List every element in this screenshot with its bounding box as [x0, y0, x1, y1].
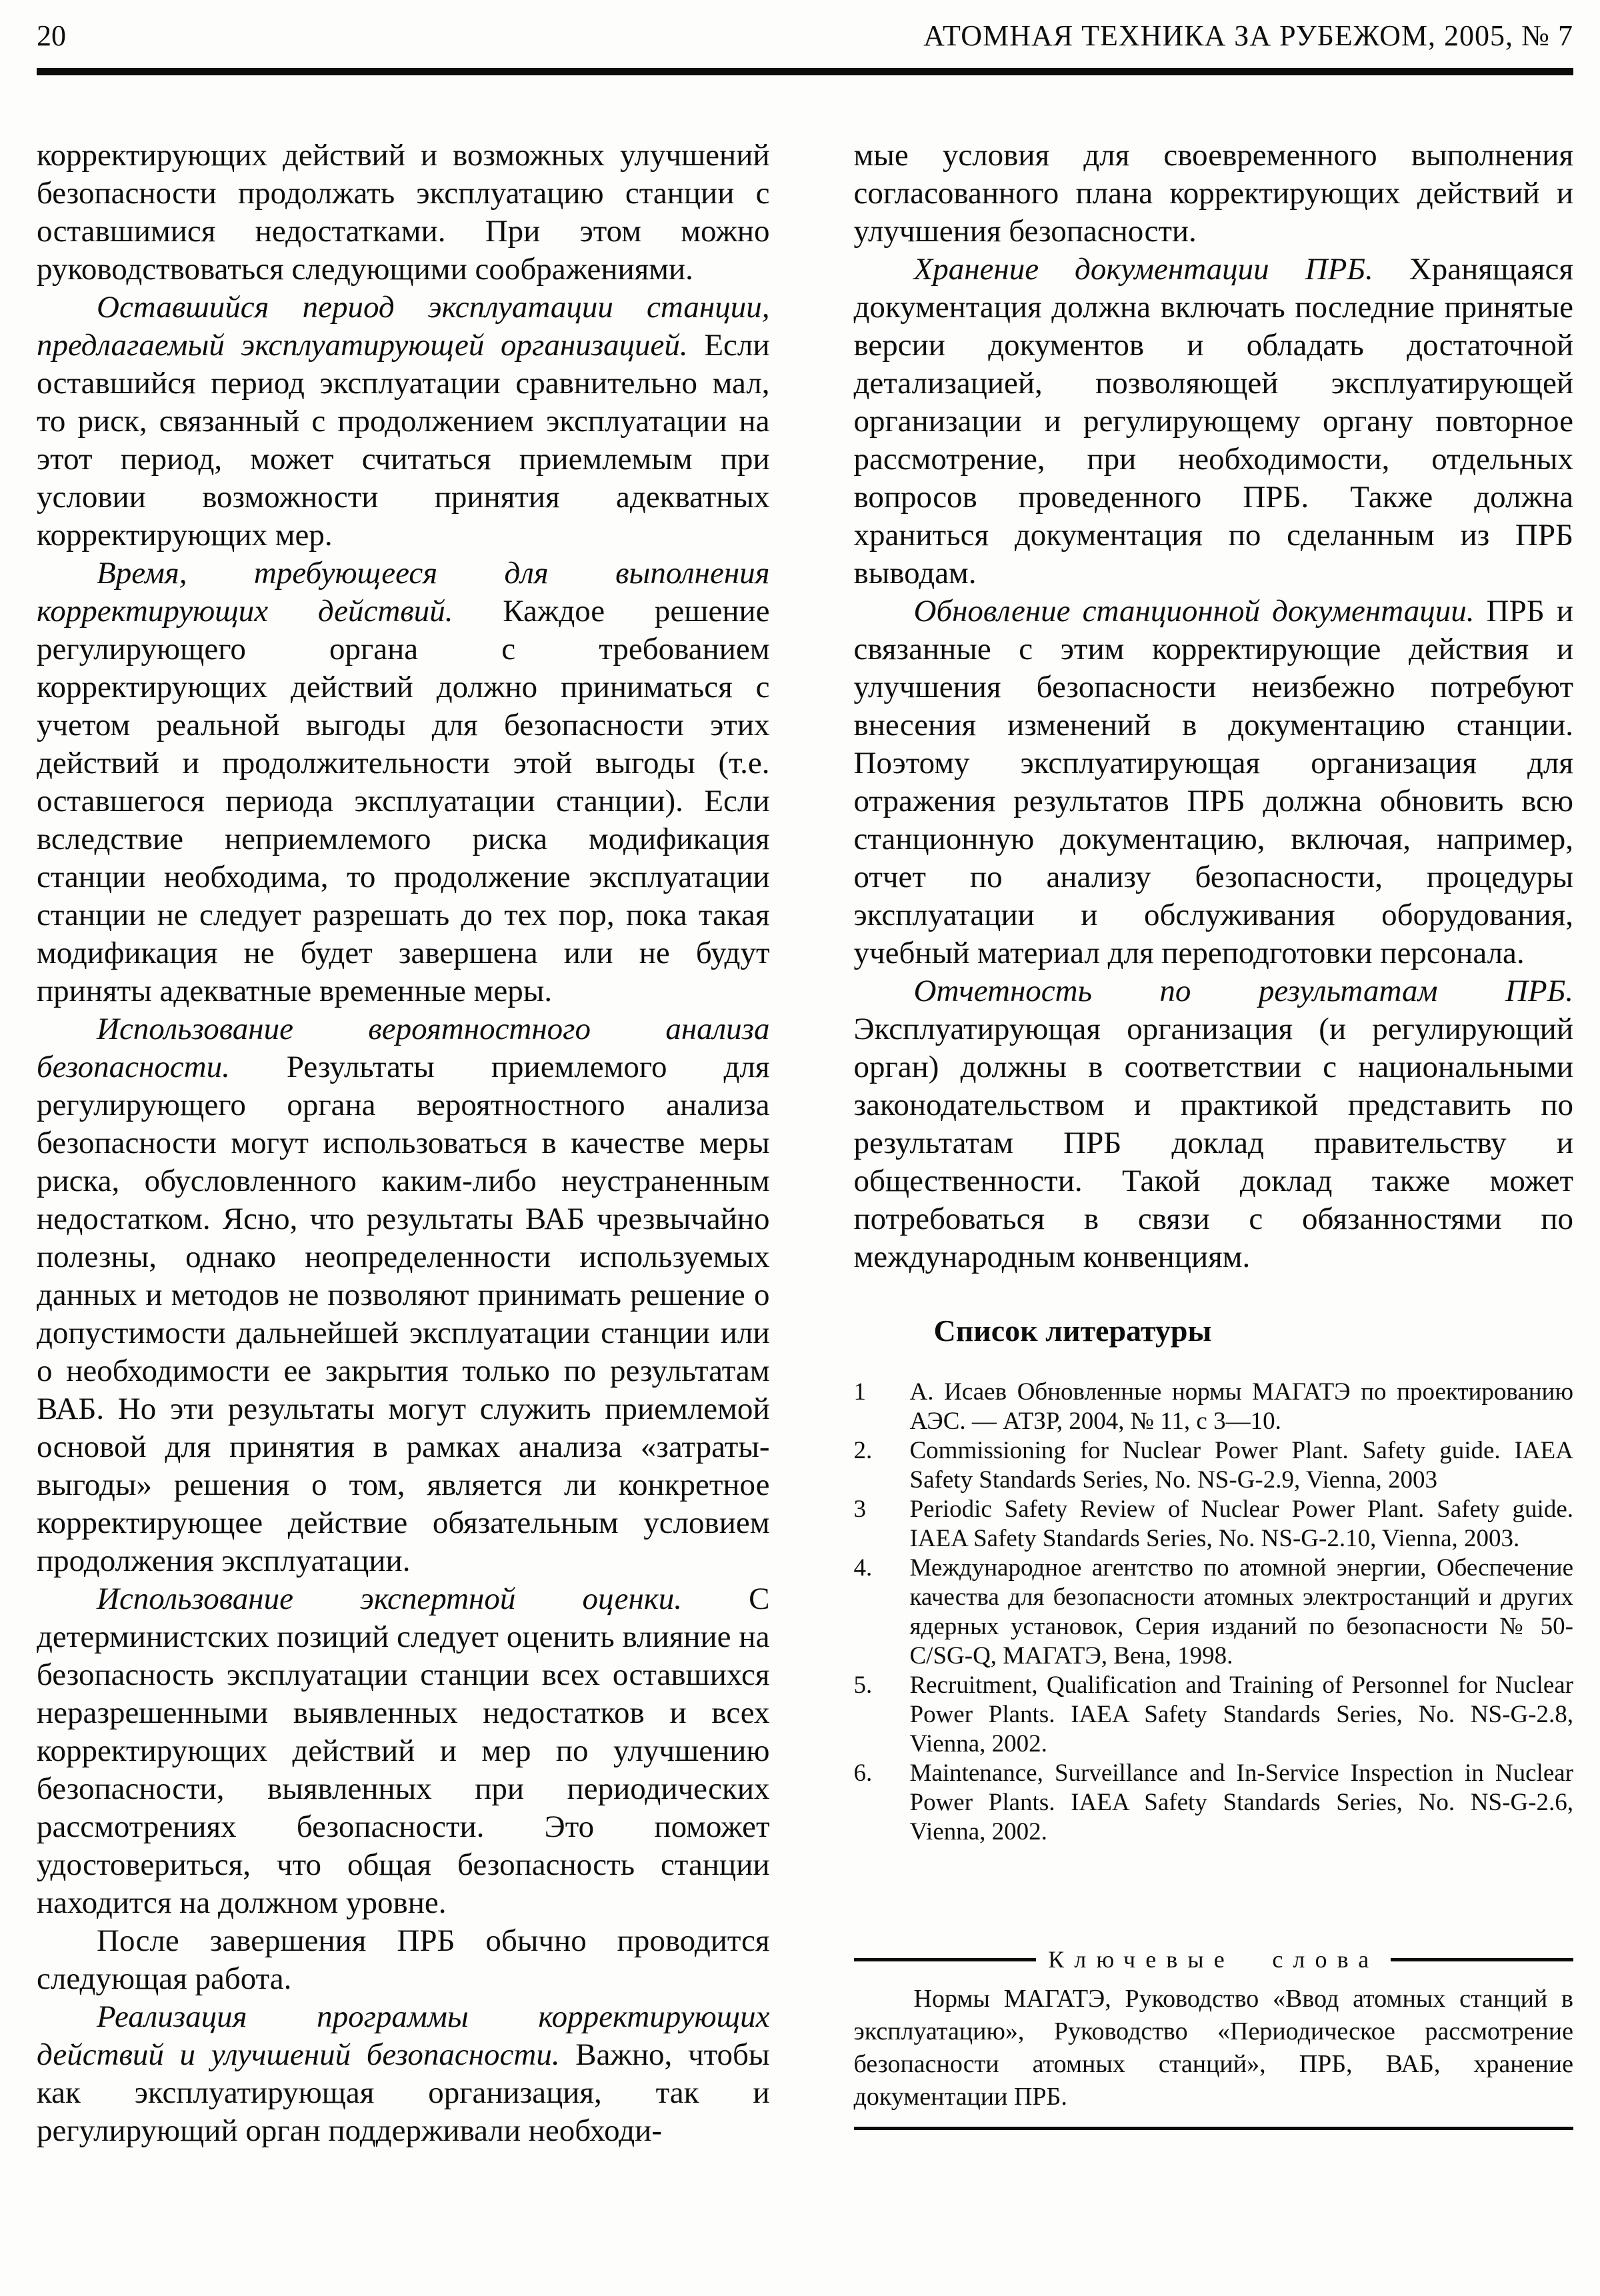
reference-number: 1 [853, 1378, 866, 1406]
paragraph-text: Если оставшийся период эксплуатации сравнительно мал, то риск, связанный с продолжением эксплуатации на этот период, может считаться приемлемым при условии возможности принятия адекватных корректирующих мер. [37, 328, 770, 553]
keywords-text: Нормы МАГАТЭ, Руководство «Ввод атомных станций в эксплуатацию», Руководство «Периодическое рассмотрение безопасности атомных станций», ПРБ, ВАБ, хранение документации ПРБ. [853, 1985, 1573, 2111]
paragraph-lead: Оставшийся период эксплуатации станции, предлагаемый эксплуатирующей организацией. [37, 290, 770, 363]
paragraph [37, 1998, 770, 2150]
paragraph-text: После завершения ПРБ обычно проводится следующая работа. [37, 1923, 770, 1996]
paragraph-lead: Использование экспертной оценки. [97, 1582, 683, 1616]
reference-item [854, 1378, 1574, 1436]
reference-text: А. Исаев Обновленные нормы МАГАТЭ по проектированию АЭС. — АТЗР, 2004, № 11, с 3—10. [909, 1378, 1573, 1435]
journal-title: АТОМНАЯ ТЕХНИКА ЗА РУБЕЖОМ, 2005, № 7 [923, 19, 1573, 52]
keywords-label: Ключевые слова [1048, 1946, 1379, 1973]
reference-number: 3 [853, 1496, 866, 1523]
references-list [854, 1378, 1574, 1847]
right-column [854, 137, 1574, 2150]
paragraph-text: Важно, чтобы как эксплуатирующая организация, так и регулирующий орган поддерживали необходи- [37, 2037, 770, 2148]
paragraph [37, 1580, 770, 1922]
reference-item [854, 1436, 1574, 1495]
reference-text: Международное агентство по атомной энергии, Обеспечение качества для безопасности атомных электростанций и других ядерных установок, Серия изданий по безопасности № 50-C/SG-Q, МАГАТЭ, Вена, 1998. [909, 1554, 1573, 1670]
reference-number: 5. [853, 1672, 873, 1699]
paragraph [854, 137, 1574, 251]
paragraph [37, 555, 770, 1010]
header-rule [37, 68, 1573, 75]
paragraph-text: Результаты приемлемого для регулирующего органа вероятностного анализа безопасности могут использоваться в качестве меры риска, обусловленного каким-либо неустраненным недостатком. Ясно, что результаты ВАБ чрезвычайно полезны, однако неопределенности используемых данных и методов не позволяют принимать решение о допустимости дальнейшей эксплуатации станции или о необходимости ее закрытия только по результатам ВАБ. Но эти результаты могут служить приемлемой основой для принятия в рамках анализа «затраты-выгоды» решения о том, является ли конкретное корректирующее действие обязательным условием продолжения эксплуатации. [37, 1050, 770, 1578]
paragraph-lead: Отчетность по результатам ПРБ. [913, 974, 1573, 1008]
paragraph [854, 972, 1574, 1276]
reference-item [854, 1495, 1574, 1554]
paragraph-lead: Хранение документации ПРБ. [913, 252, 1373, 287]
reference-number: 6. [853, 1759, 873, 1787]
page-number: 20 [37, 19, 66, 52]
reference-text: Periodic Safety Review of Nuclear Power Plant. Safety guide. IAEA Safety Standards Series, No. NS-G-2.10, Vienna, 2003. [909, 1496, 1573, 1552]
paragraph-text: мые условия для своевременного выполнения согласованного плана корректирующих действий и улучшения безопасности. [853, 138, 1573, 249]
paragraph [37, 1922, 770, 1998]
reference-text: Recruitment, Qualification and Training of Personnel for Nuclear Power Plants. IAEA Safety Standards Series, No. NS-G-2.8, Vienna, 2002. [909, 1672, 1573, 1757]
reference-text: Commissioning for Nuclear Power Plant. Safety guide. IAEA Safety Standards Series, No. NS-G-2.9, Vienna, 2003 [909, 1437, 1573, 1494]
paragraph-lead: Использование вероятностного анализа безопасности. [37, 1012, 770, 1084]
paragraph-lead: Обновление станционной документации. [913, 594, 1475, 628]
paragraph-text: ПРБ и связанные с этим корректирующие действия и улучшения безопасности неизбежно потребуют внесения изменений в документацию станции. Поэтому эксплуатирующая организация для отражения результатов ПРБ должна обновить всю станционную документацию, включая, например, отчет по анализу безопасности, процедуры эксплуатации и обслуживания оборудования, учебный материал для переподготовки персонала. [853, 594, 1573, 970]
paragraph [37, 289, 770, 555]
paragraph-lead: Время, требующееся для выполнения корректирующих действий. [37, 556, 770, 628]
reference-item [854, 1759, 1574, 1847]
paragraph-text: С детерминистских позиций следует оценить влияние на безопасность эксплуатации станции всех оставшихся неразрешенными выявленных недостатков и всех корректирующих действий и мер по улучшению безопасности, выявленных при периодических рассмотрениях безопасности. Это поможет удостовериться, что общая безопасность станции находится на должном уровне. [37, 1582, 770, 1920]
keywords-section [854, 1945, 1574, 2130]
left-column [37, 137, 770, 2150]
paragraph [37, 137, 770, 289]
paragraph-text: Каждое решение регулирующего органа с требованием корректирующих действий должно приниматься с учетом реальной выгоды для безопасности этих действий и продолжительности этой выгоды (т.е. оставшегося периода эксплуатации станции). Если вследствие неприемлемого риска модификация станции необходима, то продолжение эксплуатации станции не следует разрешать до тех пор, пока такая модификация не будет завершена или не будут приняты адекватные временные меры. [37, 594, 770, 1008]
reference-number: 2. [853, 1437, 873, 1464]
keywords-divider-left [854, 1958, 1037, 1961]
paragraph-lead: Реализация программы корректирующих действий и улучшений безопасности. [37, 1999, 770, 2072]
paragraph [854, 592, 1574, 972]
paragraph-text: Эксплуатирующая организация (и регулирующий орган) должны в соответствии с национальными законодательством и практикой представить по результатам ПРБ доклад правительству и общественности. Такой доклад также может потребоваться в связи с обязанностями по международным конвенциям. [853, 1012, 1573, 1274]
reference-item [854, 1554, 1574, 1671]
page-header [37, 19, 1573, 53]
paragraph-text: корректирующих действий и возможных улучшений безопасности продолжать эксплуатацию станции с оставшимися недостатками. При этом можно руководствоваться следующими соображениями. [37, 138, 770, 287]
paragraph [37, 1010, 770, 1580]
reference-number: 4. [853, 1554, 873, 1582]
paragraph [854, 251, 1574, 592]
text-columns [37, 137, 1573, 2150]
keywords-divider-right [1391, 1958, 1573, 1961]
reference-text: Maintenance, Surveillance and In-Service Inspection in Nuclear Power Plants. IAEA Safety Standards Series, No. NS-G-2.6, Vienna, 2002. [909, 1759, 1573, 1845]
reference-item [854, 1671, 1574, 1759]
references-heading: Список литературы [933, 1314, 1212, 1348]
keywords-header [854, 1945, 1574, 1973]
keywords-bottom-rule [854, 2127, 1574, 2130]
paragraph-text: Хранящаяся документация должна включать последние принятые версии документов и обладать достаточной детализацией, позволяющей эксплуатирующей организации и регулирующему органу повторное рассмотрение, при необходимости, отдельных вопросов проведенного ПРБ. Также должна храниться документация по сделанным из ПРБ выводам. [853, 252, 1573, 590]
